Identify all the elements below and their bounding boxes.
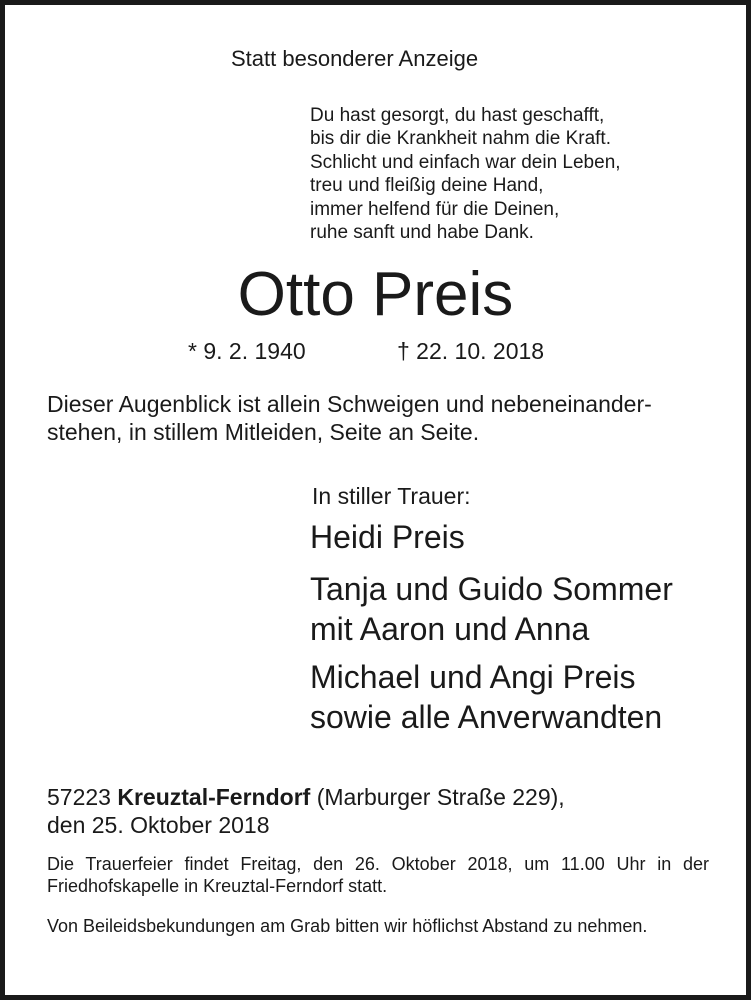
mourner-line: Michael und Angi Preis <box>310 659 636 695</box>
mourner-line: Heidi Preis <box>310 519 465 555</box>
town-name: Kreuztal-Ferndorf <box>117 784 311 810</box>
address-block <box>47 783 565 839</box>
poem-line: Du hast gesorgt, du hast geschafft, <box>310 105 605 126</box>
mourner-group <box>310 569 673 649</box>
mourner-group <box>310 657 662 737</box>
postal-code: 57223 <box>47 784 111 810</box>
mourning-label: In stiller Trauer: <box>312 483 471 509</box>
quote-line: Dieser Augenblick ist allein Schweigen und nebeneinander- <box>47 391 652 417</box>
quote-line: stehen, in stillem Mitleiden, Seite an Seite. <box>47 419 480 445</box>
notice-header: Statt besonderer Anzeige <box>231 46 479 71</box>
deceased-name: Otto Preis <box>237 260 514 329</box>
mourner-line: mit Aaron und Anna <box>310 611 590 647</box>
mourner-group <box>310 517 465 557</box>
funeral-notice: Die Trauerfeier findet Freitag, den 26. Oktober 2018, um 11.00 Uhr in der Friedhofskapelle in Kreuztal-Ferndorf statt. <box>47 854 709 896</box>
birth-date: * 9. 2. 1940 <box>188 338 306 364</box>
death-date: † 22. 10. 2018 <box>397 338 545 364</box>
date-line: den 25. Oktober 2018 <box>47 812 270 838</box>
poem-line: treu und fleißig deine Hand, <box>310 175 544 197</box>
condolence-notice: Von Beileidsbekundungen am Grab bitten wir höflichst Abstand zu nehmen. <box>47 916 648 936</box>
mourner-line: Tanja und Guido Sommer <box>310 571 673 607</box>
street-address: (Marburger Straße 229), <box>316 784 565 810</box>
poem-line: immer helfend für die Deinen, <box>310 198 560 220</box>
address-line <box>47 783 565 811</box>
memorial-quote <box>47 390 652 446</box>
poem-line: Schlicht und einfach war dein Leben, <box>310 151 621 173</box>
memorial-poem <box>310 104 621 244</box>
mourner-line: sowie alle Anverwandten <box>310 699 663 735</box>
poem-line: bis dir die Krankheit nahm die Kraft. <box>310 128 611 150</box>
poem-line: ruhe sanft und habe Dank. <box>310 222 534 244</box>
